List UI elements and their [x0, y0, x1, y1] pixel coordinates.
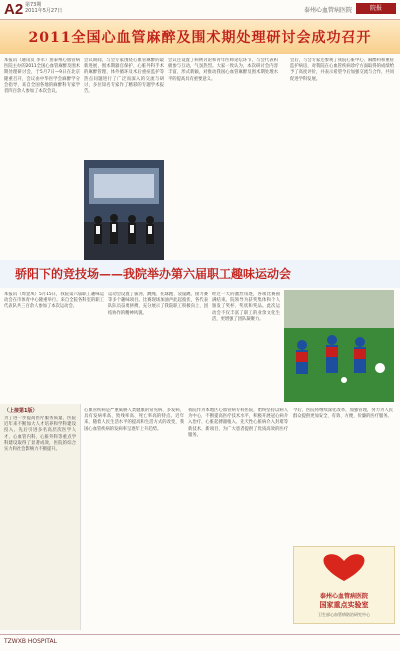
edition-line: 第73期	[25, 2, 42, 8]
page-header	[0, 0, 400, 20]
article3-col4: 今后，医院将继续深化改革，加强管理，努力为人民群众提供更加安全、有效、方便、价廉的医疗服务。	[293, 408, 393, 420]
footer-left: TZWXB HOSPITAL	[4, 638, 57, 645]
conference-photo	[84, 160, 164, 260]
page-number: A2	[4, 1, 24, 18]
sidebar	[0, 404, 81, 630]
sidebar-body: 为了进一步提高医疗服务质量，医院近年来不断加大人才培养和学科建设投入，先后引进多名高层次医学人才，心血管内科、心脏外科等重点学科建设取得了显著成效，医院的综合实力和社会影响力不断提升。	[4, 416, 76, 453]
article2-col3: 经过一天的激烈角逐，各项比赛圆满结束。院领导为获奖集体和个人颁发了奖杯、奖状和奖品。此次运动会不仅丰富了职工的业余文化生活，更增强了团队凝聚力。	[212, 292, 280, 322]
article3-col2: 心血管疾病是严重威胁人类健康的常见病、多发病，具有发病率高、致残率高、死亡率高的特点。近年来，随着人民生活水平的提高和生活方式的改变，我国心血管疾病的发病率呈逐年上升趋势。	[84, 408, 184, 432]
article1-lead: 本报讯（通讯员 李军）由泰州心血管病医院主办的2011全国心血管麻醉及围术期处理研讨会，于5月7日—9日在北京隆重召开，会议由中华医学会麻醉学分会指导，来自全国各地的麻醉科专家学者四百余人参加了本次会议。	[4, 58, 80, 95]
page-footer	[0, 634, 400, 651]
article1-col4: 会后，与会专家还参观了我院心脏中心、麻醉科和重症监护病房，对我院在心血管疾病诊疗方面取得的成绩给予了高度评价，并表示希望今后加强交流与合作，共同促进学科发展。	[290, 58, 394, 82]
hospital-ad	[293, 546, 395, 624]
date-line: 2011年5月27日	[25, 8, 63, 14]
article3-col3: 我院作为本地区心血管病专科医院，始终坚持以病人为中心，不断提高医疗技术水平，积极开展冠心病介入治疗、心脏起搏器植入、先天性心脏病介入封堵等新技术、新项目，为广大患者提供了优质高效的医疗服务。	[188, 408, 288, 438]
ad-subtitle: 国家重点实验室	[319, 601, 369, 609]
article2-lead: 本报讯（周金凤）5月15日，我院第六届职工趣味运动会在市体育中心隆重举行。来自全院各科室的职工代表队共三百余人参加了本次运动会。	[4, 292, 104, 310]
sports-photo	[284, 290, 394, 402]
sidebar-heading: （上接第1版）	[4, 408, 38, 414]
ad-note: 卫生部心血管病防治研究中心	[318, 612, 370, 617]
article2-title: 骄阳下的竞技场——我院举办第六届职工趣味运动会	[15, 267, 292, 281]
section-tag: 院报	[356, 3, 396, 14]
article1-col3: 会议还设置了病例讨论和青年医师论坛环节，与会代表积极参与互动，气氛热烈。大家一致认为，本次研讨会内容丰富、形式新颖，对推动我国心血管麻醉及围术期处理水平的提高具有重要意义。	[168, 58, 278, 82]
heart-logo-icon	[294, 547, 394, 587]
article1-title: 2011全国心血管麻醉及围术期处理研讨会成功召开	[28, 30, 372, 46]
section-name: 泰州心血管病医院	[303, 7, 352, 14]
edition-info	[25, 2, 62, 14]
ad-title: 泰州心血管病医院	[319, 593, 368, 600]
article2-col2: 运动会设置了拔河、跳绳、托球跑、袋鼠跳、接力赛等多个趣味项目。比赛现场加油声此起彼伏，各代表队队员奋勇拼搏，充分展示了我院职工积极向上、团结协作的精神风貌。	[108, 292, 208, 316]
article1-col2: 会议期间，与会专家围绕心血管麻醉的最新进展、围术期器官保护、心脏外科手术的麻醉管理、体外循环及术后重症监护等热点问题进行了广泛而深入的交流与研讨，多位知名专家作了精彩的专题学术报告。	[84, 58, 164, 95]
